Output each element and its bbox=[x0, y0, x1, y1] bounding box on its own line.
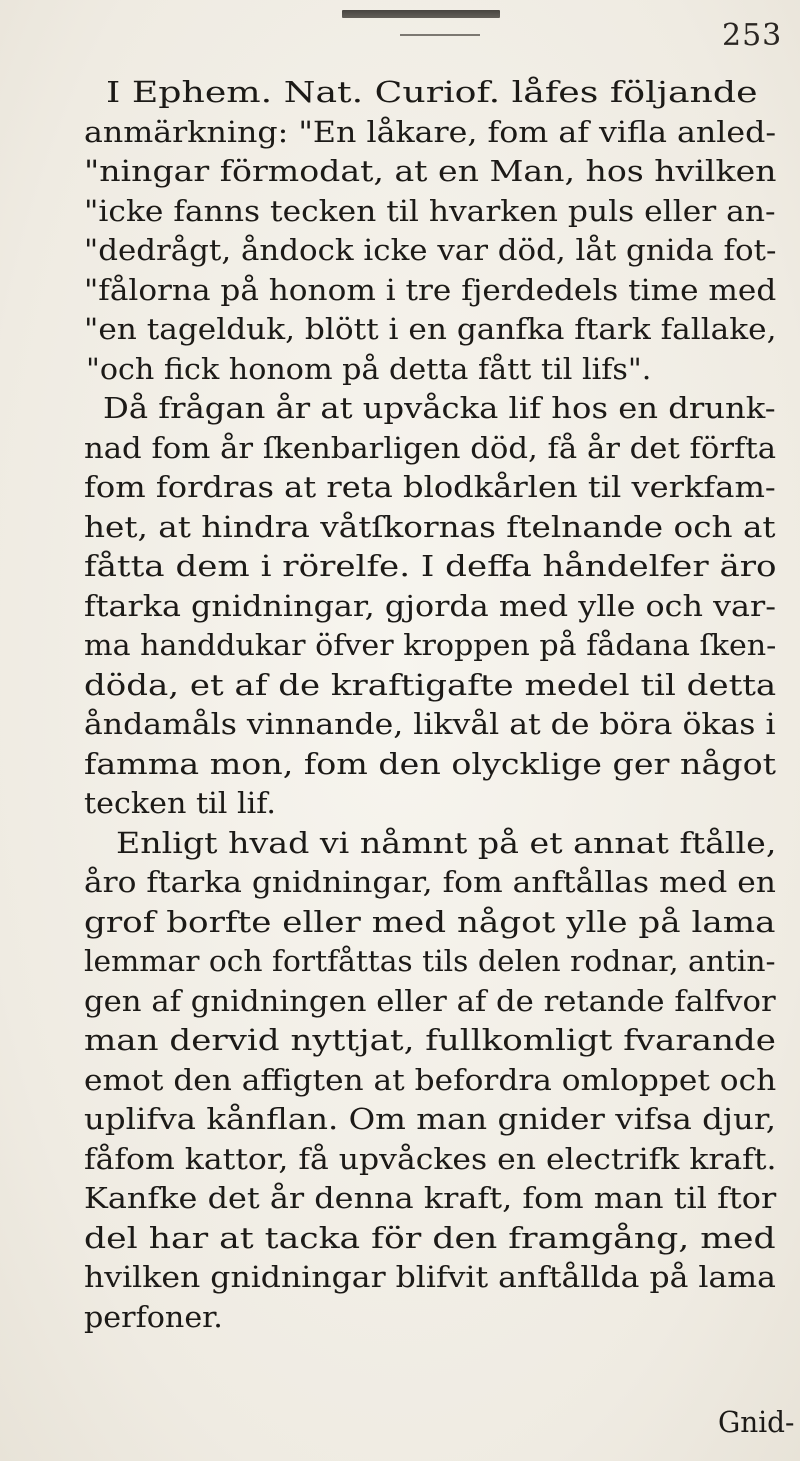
text-line: gen af gnidningen eller af de retande falfvor bbox=[84, 983, 776, 1018]
text-line: famma mon, fom den olycklige ger något bbox=[84, 746, 777, 781]
text-line: emot den affigten at befordra omloppet och bbox=[84, 1062, 777, 1097]
text-line: hvilken gnidningar blifvit anftållda på lama bbox=[84, 1260, 776, 1294]
text-line: åro ftarka gnidningar, fom anftållas med en bbox=[84, 865, 776, 899]
text-line: döda, et af de kraftigafte medel til detta bbox=[84, 667, 777, 702]
text-line: fom fordras at reta blodkårlen til verkfam- bbox=[84, 470, 776, 504]
catchword: Gnid- bbox=[718, 1405, 795, 1439]
text-line: nad fom år ſkenbarligen död, få år det förfta bbox=[84, 430, 777, 465]
text-line: del har at tacka för den framgång, med bbox=[84, 1220, 776, 1255]
text-line: "icke fanns tecken til hvarken puls eller an- bbox=[84, 193, 776, 228]
text-line: lemmar och fortfåttas tils delen rodnar, antin- bbox=[84, 944, 776, 978]
text-line: uplifva kånflan. Om man gnider vifsa djur, bbox=[84, 1102, 777, 1136]
text-line: man dervid nyttjat, fullkomligt fvarande bbox=[84, 1023, 776, 1057]
text-line: I Ephem. Nat. Curiof. låfes följande bbox=[106, 75, 758, 109]
text-line: "en tagelduk, blött i en ganfka ftark fallake, bbox=[84, 312, 777, 346]
text-line: ftarka gnidningar, gjorda med ylle och var- bbox=[84, 588, 776, 623]
text-line: tecken til lif. bbox=[84, 786, 276, 820]
text-line: "och fick honom på detta fått til lifs". bbox=[86, 351, 652, 386]
header-rule bbox=[342, 10, 500, 18]
text-line: het, at hindra våtſkornas ftelnande och at bbox=[84, 509, 776, 544]
text-line: "fålorna på honom i tre fjerdedels time med bbox=[84, 272, 777, 307]
text-line: ma handdukar öfver kroppen på fådana ſken- bbox=[84, 628, 777, 662]
text-line: åndamåls vinnande, likvål at de böra ökas i bbox=[84, 707, 776, 741]
text-line: perfoner. bbox=[84, 1299, 223, 1334]
text-line: Då frågan år at upvåcka lif hos en drunk- bbox=[103, 391, 776, 425]
text-line: "ningar förmodat, at en Man, hos hvilken bbox=[84, 154, 777, 188]
text-line: grof borfte eller med något ylle på lama bbox=[84, 904, 776, 939]
text-line: Kanfke det år denna kraft, fom man til ftor bbox=[84, 1181, 777, 1215]
page-number: 253 bbox=[722, 18, 783, 53]
text-line: "dedrågt, åndock icke var död, låt gnida fot- bbox=[84, 233, 777, 267]
text-line: Enligt hvad vi nåmnt på et annat ftålle, bbox=[116, 825, 777, 860]
header-rule-thin bbox=[400, 34, 480, 36]
text-line: fåfom kattor, få upvåckes en electrifk kraft. bbox=[84, 1141, 777, 1176]
text-line: anmärkning: "En låkare, fom af vifla anled- bbox=[84, 114, 777, 149]
text-line: fåtta dem i rörelfe. I deffa håndelfer äro bbox=[84, 549, 777, 583]
